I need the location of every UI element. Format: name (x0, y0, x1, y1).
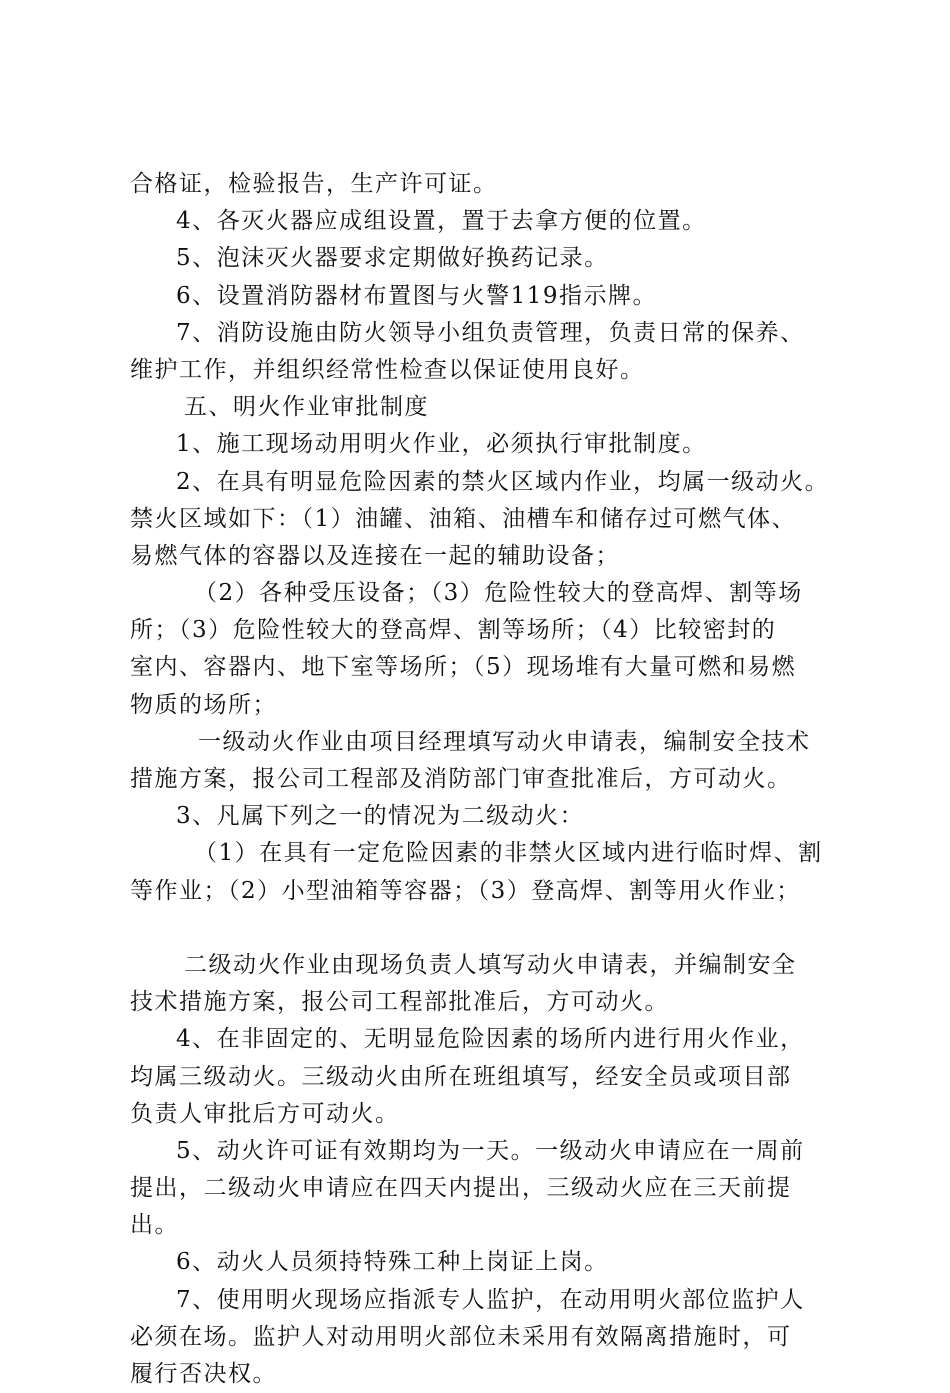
paragraph-line: 维护工作，并组织经常性检查以保证使用良好。 (130, 356, 645, 383)
paragraph-line: 7、使用明火现场应指派专人监护，在动用明火部位监护人 (176, 1286, 805, 1313)
paragraph-line: 出。 (130, 1212, 179, 1239)
paragraph-line: 室内、容器内、地下室等场所；（5）现场堆有大量可燃和易燃 (130, 654, 797, 681)
paragraph-line: 5、泡沫灭火器要求定期做好换药记录。 (176, 245, 609, 272)
paragraph-line: 等作业；（2）小型油箱等容器；（3）登高焊、割等用火作业； (130, 877, 801, 904)
paragraph-line: 所；（3）危险性较大的登高焊、割等场所；（4）比较密封的 (130, 617, 777, 644)
paragraph-line: 物质的场所； (130, 691, 277, 718)
paragraph-line: 一级动火作业由项目经理填写动火申请表，编制安全技术 (198, 728, 811, 755)
paragraph-line: 必须在场。监护人对动用明火部位未采用有效隔离措施时，可 (130, 1323, 792, 1350)
blank-line (130, 910, 830, 947)
paragraph-line: 禁火区域如下：（1）油罐、油箱、油槽车和储存过可燃气体、 (130, 505, 797, 532)
paragraph-line: 7、消防设施由防火领导小组负责管理，负责日常的保养、 (176, 319, 805, 346)
paragraph-line: 1、施工现场动用明火作业，必须执行审批制度。 (176, 431, 707, 458)
section-heading: 五、明火作业审批制度 (184, 394, 429, 421)
paragraph-line: 易燃气体的容器以及连接在一起的辅助设备； (130, 542, 620, 569)
paragraph-line: 提出，二级动火申请应在四天内提出，三级动火应在三天前提 (130, 1175, 792, 1202)
paragraph-line: （1）在具有一定危险因素的非禁火区域内进行临时焊、割 (194, 840, 823, 867)
paragraph-line: 均属三级动火。三级动火由所在班组填写，经安全员或项目部 (130, 1063, 792, 1090)
paragraph-line: 负责人审批后方可动火。 (130, 1100, 400, 1127)
document-body (130, 166, 830, 1393)
paragraph-line: 5、动火许可证有效期均为一天。一级动火申请应在一周前 (176, 1137, 805, 1164)
paragraph-line: 措施方案，报公司工程部及消防部门审查批准后，方可动火。 (130, 766, 792, 792)
paragraph-line: 4、各灭火器应成组设置，置于去拿方便的位置。 (176, 208, 707, 235)
paragraph-line: 履行否决权。 (130, 1361, 277, 1387)
paragraph-line: （2）各种受压设备；（3）危险性较大的登高焊、割等场 (194, 580, 803, 607)
paragraph-line: 4、在非固定的、无明显危险因素的场所内进行用火作业， (176, 1026, 805, 1053)
paragraph-line: 6、设置消防器材布置图与火警119指示牌。 (176, 282, 658, 309)
paragraph-line: 6、动火人员须持特殊工种上岗证上岗。 (176, 1249, 609, 1276)
paragraph-line: 3、凡属下列之一的情况为二级动火： (176, 803, 585, 830)
paragraph-line: 二级动火作业由现场负责人填写动火申请表，并编制安全 (184, 951, 797, 978)
paragraph-line: 技术措施方案，报公司工程部批准后，方可动火。 (130, 989, 669, 1016)
paragraph-line: 2、在具有明显危险因素的禁火区域内作业，均属一级动火。 (176, 468, 830, 495)
paragraph-line: 合格证，检验报告，生产许可证。 (130, 171, 498, 197)
